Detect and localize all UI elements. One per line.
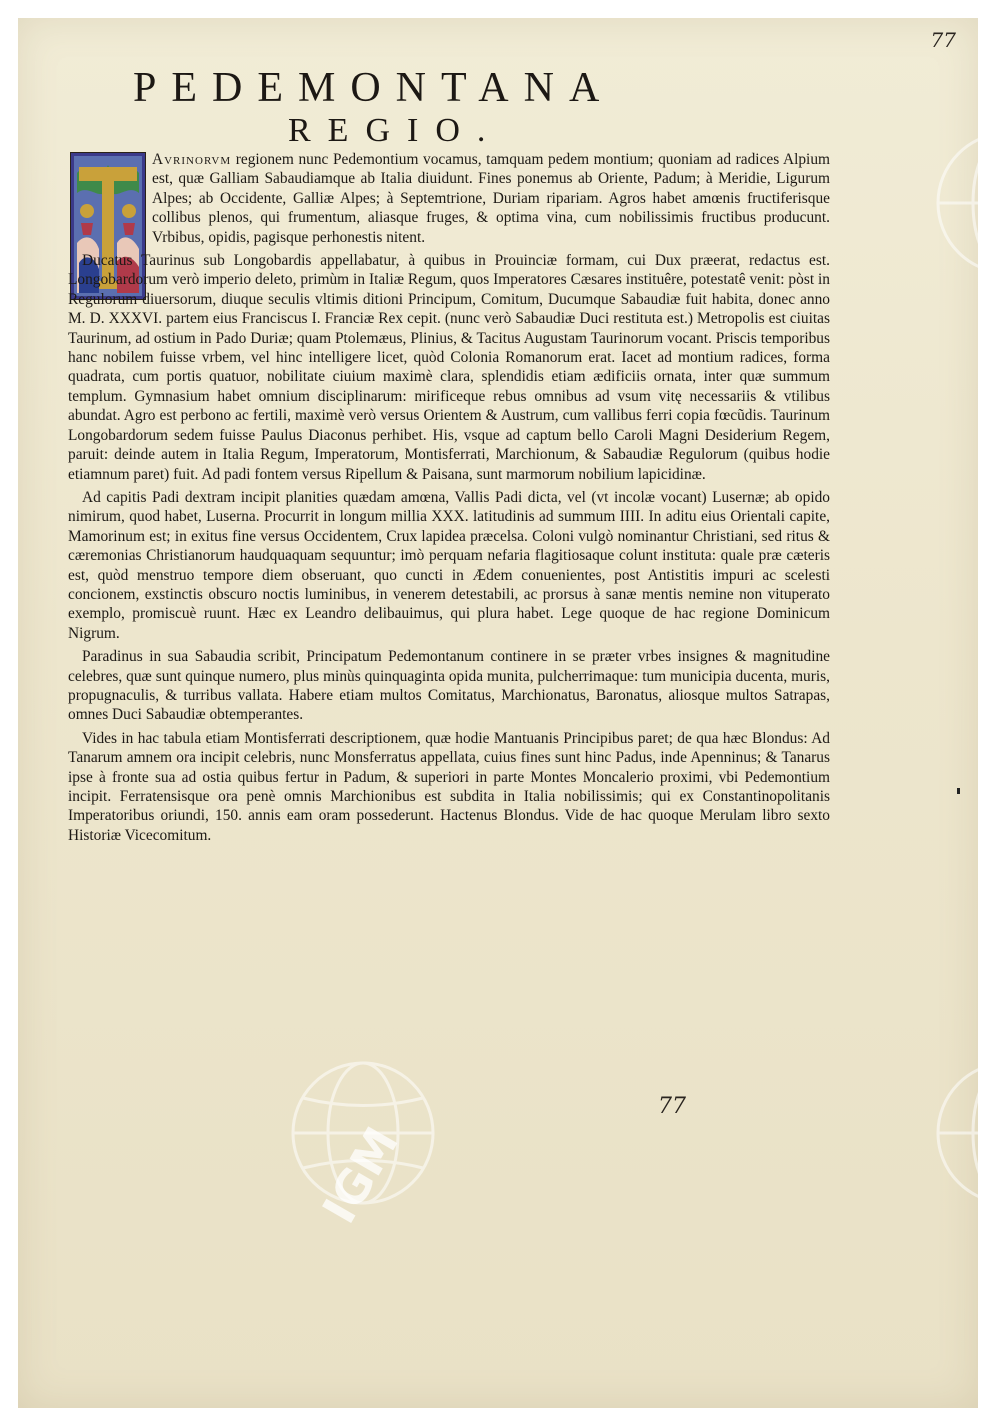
folio-number: 77 (930, 28, 956, 52)
title-line-1: PEDEMONTANA (133, 65, 615, 111)
document-page (18, 18, 978, 1408)
body-text (68, 150, 830, 849)
watermark-text: IGM (311, 1117, 409, 1233)
margin-mark (957, 788, 960, 794)
lead-word: Avrinorvm (152, 151, 232, 168)
title-line-2: REGIO. (288, 112, 503, 149)
paragraph-vallis-padi: Ad capitis Padi dextram incipit planities quædam amœna, Vallis Padi dicta, vel (vt incolæ vocant) Lusernæ; ab opido nimirum, quod habet, Luserna. Procurrit in longum millia XXX. latitudinis ad summum IIII. In aditu eius Orientali capite, Mamorinum est; in exitus fine versus Occidentem, Crux lapidea præcelsa. Coloni vulgò nominantur Christiani, sed ritus & cæremonias Christianorum haudquaquam sequuntur; imò perquam nefaria flagitiosaque colunt instituta: quale præ cæteris est, quòd menstruo tempore diem obseruant, quo cuncti in Ædem conuenientes, post Antistitis impuri ac scelesti concionem, exstinctis obscuro noctis luminibus, in venerem detestabili, ac prorsus à sanæ mentis nemine non vituperato exemplo, promiscuè ruunt. Hæc ex Leandro delibauimus, qui plura habet. Lege quoque de hac regione Dominicum Nigrum. (68, 488, 830, 642)
page-number: 77 (658, 1094, 686, 1119)
paragraph-ducatus: Ducatus Taurinus sub Longobardis appellabatur, à quibus in Prouinciæ formam, cui Dux præerat, redactus est. Longobardorum verò imperio deleto, primùm in Italiæ Regum, quos Imperatores Cæsares instituêre, potestatê venit: pòst in Regulorum diuersorum, diuque seculis vltimis ditioni Principum, Comitum, Ducumque Sabaudiæ fuit habita, donec anno M. D. XXXVI. partem eius Franciscus I. Franciæ Rex cepit. (nunc verò Sabaudiæ Duci restituta est.) Metropolis est ciuitas Taurinum, ad ostium in Pado Duriæ; quam Ptolemæus, Plinius, & Tacitus Augustam Taurinorum vocant. Priscis temporibus hanc nobilem fuisse vrbem, vel hinc intelligere licet, quòd Colonia Romanorum erat. Iacet ad montium radices, forma quadrata, cum portis quatuor, nobilitate ciuium maximè clara, splendidis etiam ædificiis ornata, inter quæ summum templum. Gymnasium habet omnium disciplinarum: mirificeque rebus omnibus ad vsum vitę necessariis & vtilibus abundat. Agro est perbono ac fertili, maximè verò versus Orientem & Austrum, cum vallibus ferri copia fœcũdis. Taurinum Longobardorum sedem fuisse Paulus Diaconus perhibet. His, vsque ad captum bello Caroli Magni Desiderium Regem, paruit: deinde autem in Italia Regum, Imperatorum, Montisferrati, Marchionum, & Sabaudiæ Regulorum (quibus hodie etiamnum paret) fuit. Ad padi fontem versus Ripellum & Paisana, sunt marmorum nobilium lapicidinæ. (68, 252, 830, 483)
intro-paragraph (68, 150, 830, 247)
watermark-globe-icon (933, 1058, 978, 1208)
paragraph-paradinus: Paradinus in sua Sabaudia scribit, Principatum Pedemontanum continere in se præter vrbes insignes & magnitudine celebres, quæ sunt quinque numero, plus minùs quinquaginta opida munita, pulcherrimaque: tum municipia ducenta, muris, propugnaculis, & turribus vallata. Habere etiam multos Comitatus, Marchionatus, Baronatus, aliosque multos Satrapas, omnes Duci Sabaudiæ obtemperantes. (68, 648, 830, 724)
intro-text: regionem nunc Pedemontium vocamus, tamquam pedem montium; quoniam ad radices Alpium est, quæ Galliam Sabaudiamque ab Italia diuidunt. Fines ponemus ab Oriente, Padum; à Meridie, Ligurum Alpes; ab Occidente, Galliæ Alpes; à Septemtrione, Duriam ripariam. Agros habet amœnis fructiferisque collibus plenos, qui frumentum, aliasque fruges, & optima vina, cum nobilissimis fructibus producunt. Vrbibus, opidis, pagisque perhonestis nitent. (152, 151, 830, 246)
paragraph-montisferrati: Vides in hac tabula etiam Montisferrati descriptionem, quæ hodie Mantuanis Principibus paret; de qua hæc Blondus: Ad Tanarum amnem ora incipit celebris, nunc Monsferratus appellata, cuius fines sunt hinc Padus, inde Apenninus; & Tanarus ipse à fronte sua ad ostia quibus fertur in Padum, & superiori in parte Montes Moncalerio proximi, vbi Pedemontium incipit. Ferratensisque ora penè omnis Marchionibus est subdita in Italia nobilissimis; qui ex Constantinopolitanis Imperatoribus oriundi, 150. annis eam oram possederunt. Hactenus Blondus. Vide de hac quoque Merulam libro sexto Historiæ Vicecomitum. (68, 729, 830, 844)
watermark-globe-icon (933, 128, 978, 278)
